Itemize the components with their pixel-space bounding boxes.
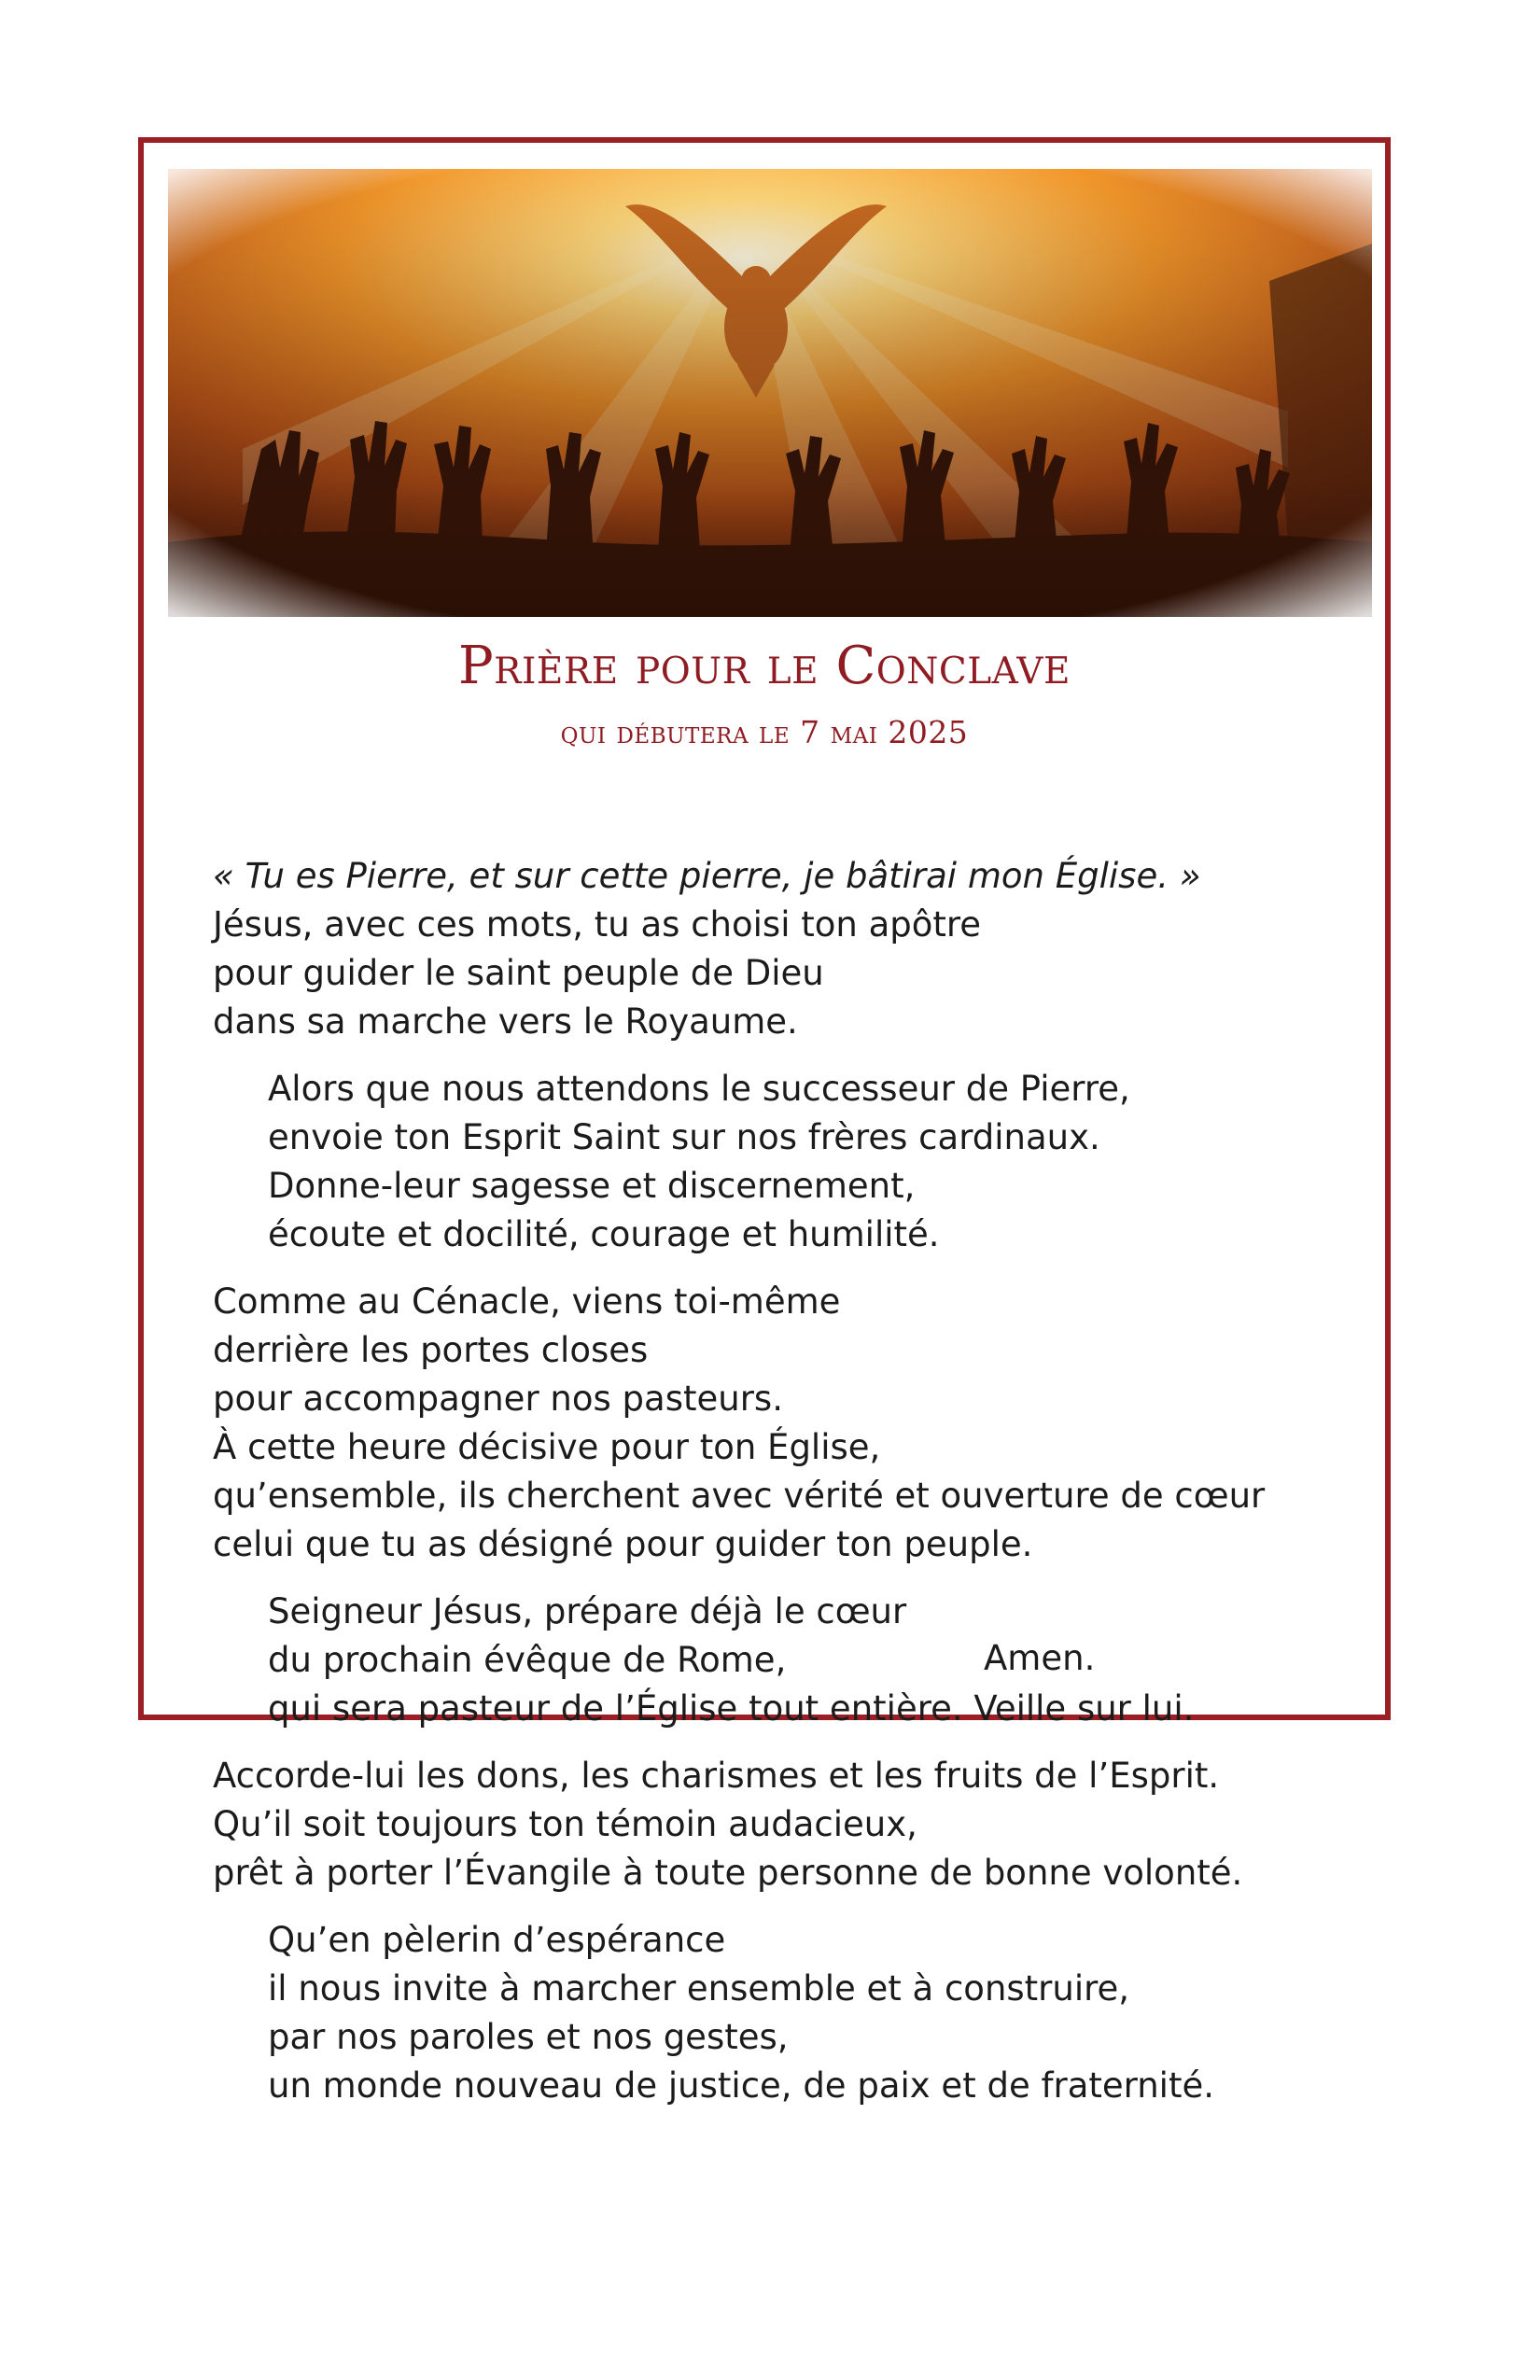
prayer-line: Seigneur Jésus, prépare déjà le cœur [268, 1591, 907, 1631]
prayer-card [138, 137, 1391, 2106]
stanza-3 [213, 1278, 1370, 1569]
prayer-line: « Tu es Pierre, et sur cette pierre, je bâtirai mon Église. » [213, 856, 1201, 896]
prayer-line: écoute et docilité, courage et humilité. [268, 1214, 940, 1254]
banner-illustration [168, 169, 1372, 617]
dove-and-raised-hands-image [168, 169, 1372, 617]
prayer-line: Qu’il soit toujours ton témoin audacieux, [213, 1804, 917, 1844]
prayer-line: pour guider le saint peuple de Dieu [213, 953, 824, 993]
prayer-line: il nous invite à marcher ensemble et à construire, [268, 1968, 1130, 2009]
prayer-line: Jésus, avec ces mots, tu as choisi ton apôtre [213, 904, 982, 945]
stanza-1 [213, 852, 1370, 1046]
prayer-line: prêt à porter l’Évangile à toute personne de bonne volonté. [213, 1853, 1243, 1893]
prayer-line: par nos paroles et nos gestes, [268, 2017, 789, 2057]
prayer-line: qu’ensemble, ils cherchent avec vérité et ouverture de cœur [213, 1476, 1266, 1516]
prayer-line: Accorde-lui les dons, les charismes et les fruits de l’Esprit. [213, 1756, 1220, 1796]
stanza-2 [213, 1065, 1370, 1259]
prayer-line: pour accompagner nos pasteurs. [213, 1379, 783, 1419]
prayer-text [213, 852, 1370, 2129]
page-subtitle: qui débutera le 7 mai 2025 [560, 713, 969, 750]
stanza-4 [213, 1588, 1370, 1733]
page-title: Prière pour le Conclave [457, 636, 1071, 696]
stanza-6 [213, 1916, 1370, 2110]
prayer-line: du prochain évêque de Rome, [268, 1640, 787, 1680]
prayer-line: Alors que nous attendons le successeur de Pierre, [268, 1069, 1130, 1109]
prayer-line: Donne-leur sagesse et discernement, [268, 1166, 916, 1206]
title-block [144, 637, 1385, 750]
prayer-line: envoie ton Esprit Saint sur nos frères cardinaux. [268, 1117, 1100, 1157]
prayer-line: un monde nouveau de justice, de paix et de fraternité. [268, 2065, 1214, 2106]
amen-closing: Amen. [984, 1638, 1096, 1678]
prayer-line: celui que tu as désigné pour guider ton peuple. [213, 1524, 1033, 1564]
prayer-line: Qu’en pèlerin d’espérance [268, 1920, 726, 1960]
stanza-5 [213, 1752, 1370, 1897]
prayer-line: dans sa marche vers le Royaume. [213, 1001, 798, 1042]
prayer-line: qui sera pasteur de l’Église tout entière. Veille sur lui. [268, 1688, 1195, 1729]
prayer-line: Comme au Cénacle, viens toi-même [213, 1281, 841, 1322]
prayer-line: derrière les portes closes [213, 1330, 649, 1370]
prayer-line: À cette heure décisive pour ton Église, [213, 1427, 881, 1467]
